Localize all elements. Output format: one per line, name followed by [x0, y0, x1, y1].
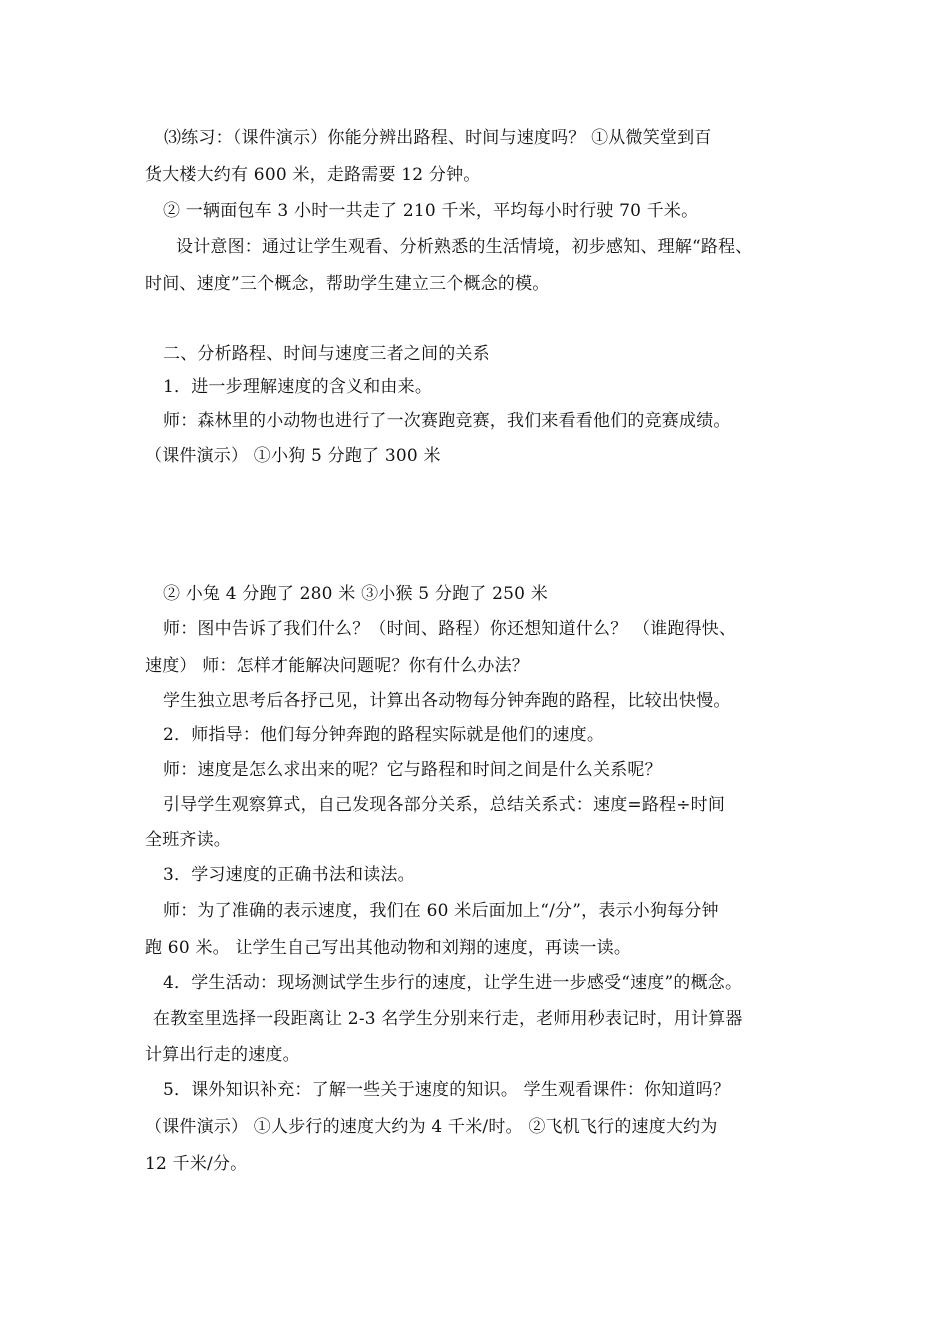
item-4-line-2: 在教室里选择一段距离让 2-3 名学生分别来行走，老师用秒表记时，用计算器 — [153, 1009, 743, 1029]
item-4-line-3: 计算出行走的速度。 — [145, 1045, 300, 1065]
item-5-line-2: （课件演示） ①人步行的速度大约为 4 千米/时。 ②飞机飞行的速度大约为 — [145, 1117, 718, 1137]
item-5: 5．课外知识补充：了解一些关于速度的知识。 学生观看课件：你知道吗？ — [163, 1080, 731, 1100]
design-intent-line-2: 时间、速度”三个概念，帮助学生建立三个概念的模。 — [145, 274, 550, 294]
item-3: 3．学习速度的正确书法和读法。 — [163, 865, 415, 885]
teacher-line-2a: 师：图中告诉了我们什么？（时间、路程）你还想知道什么？ （谁跑得快、 — [163, 619, 737, 639]
item-5-line-3: 12 千米/分。 — [145, 1154, 248, 1174]
teacher-line-4a: 师：为了准确的表示速度，我们在 60 米后面加上“/分”，表示小狗每分钟 — [163, 901, 719, 921]
section-heading: 二、分析路程、时间与速度三者之间的关系 — [163, 344, 490, 364]
demo-line-2: ② 小兔 4 分跑了 280 米 ③小猴 5 分跑了 250 米 — [163, 584, 548, 604]
item-1: 1．进一步理解速度的含义和由来。 — [163, 377, 433, 397]
guide-line-1: 引导学生观察算式，自己发现各部分关系，总结关系式：速度=路程÷时间 — [163, 795, 726, 815]
teacher-line-1: 师：森林里的小动物也进行了一次赛跑竞赛，我们来看看他们的竞赛成绩。 — [163, 411, 731, 431]
design-intent-line-1: 设计意图：通过让学生观看、分析熟悉的生活情境，初步感知、理解“路程、 — [176, 237, 753, 257]
exercise-line-2: 货大楼大约有 600 米，走路需要 12 分钟。 — [145, 165, 481, 185]
guide-line-2: 全班齐读。 — [145, 830, 231, 850]
item-2: 2．师指导：他们每分钟奔跑的路程实际就是他们的速度。 — [163, 725, 605, 745]
teacher-line-2b: 速度） 师：怎样才能解决问题呢？你有什么办法？ — [145, 656, 530, 676]
exercise-line-1: ⑶练习：（课件演示）你能分辨出路程、时间与速度吗？ ①从微笑堂到百 — [164, 128, 712, 148]
teacher-line-3: 师：速度是怎么求出来的呢？它与路程和时间之间是什么关系呢？ — [163, 760, 662, 780]
students-line: 学生独立思考后各抒己见，计算出各动物每分钟奔跑的路程，比较出快慢。 — [163, 691, 731, 711]
item-4: 4．学生活动：现场测试学生步行的速度，让学生进一步感受“速度”的概念。 — [163, 973, 743, 993]
demo-line-1: （课件演示） ①小狗 5 分跑了 300 米 — [145, 446, 441, 466]
exercise-line-3: ② 一辆面包车 3 小时一共走了 210 千米，平均每小时行驶 70 千米。 — [163, 201, 699, 221]
teacher-line-4b: 跑 60 米。 让学生自己写出其他动物和刘翔的速度，再读一读。 — [145, 938, 632, 958]
